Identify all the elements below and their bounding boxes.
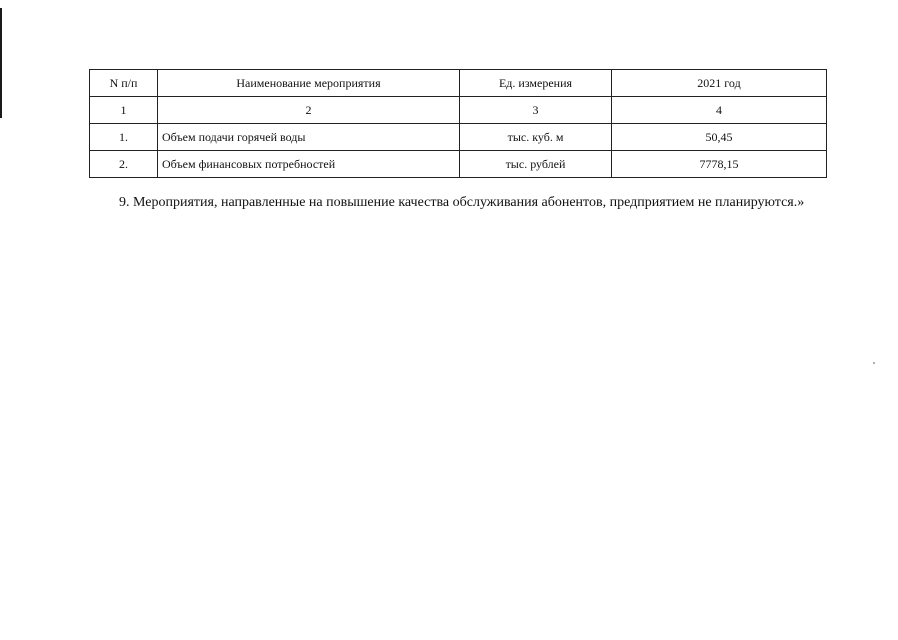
row-number: 1. <box>90 124 158 151</box>
column-number-2: 2 <box>158 97 460 124</box>
scan-edge-line <box>0 8 2 118</box>
row-unit: тыс. рублей <box>460 151 612 178</box>
row-name: Объем финансовых потребностей <box>158 151 460 178</box>
column-number-3: 3 <box>460 97 612 124</box>
table-header-row <box>90 70 827 97</box>
table-numbering-row <box>90 97 827 124</box>
header-year: 2021 год <box>612 70 827 97</box>
column-number-4: 4 <box>612 97 827 124</box>
header-unit: Ед. измерения <box>460 70 612 97</box>
table-row <box>90 124 827 151</box>
column-number-1: 1 <box>90 97 158 124</box>
table-row <box>90 151 827 178</box>
header-number: N п/п <box>90 70 158 97</box>
note-paragraph: 9. Мероприятия, направленные на повышение качества обслуживания абонентов, предприятием не планируются.» <box>119 195 805 210</box>
row-value: 50,45 <box>612 124 827 151</box>
measures-table <box>89 69 827 178</box>
row-name: Объем подачи горячей воды <box>158 124 460 151</box>
header-name: Наименование мероприятия <box>158 70 460 97</box>
row-unit: тыс. куб. м <box>460 124 612 151</box>
row-value: 7778,15 <box>612 151 827 178</box>
scan-speck <box>873 362 875 364</box>
row-number: 2. <box>90 151 158 178</box>
